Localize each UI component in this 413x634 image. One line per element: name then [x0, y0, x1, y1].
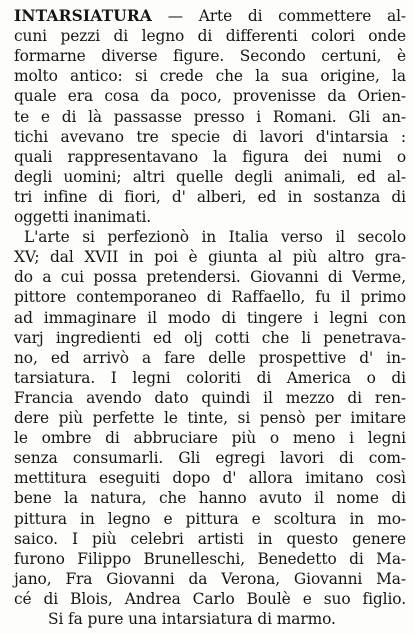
text-line: pittore contemporaneo di Raffaello, fu il primo [14, 288, 406, 307]
text-line: L'arte si perfezionò in Italia verso il secolo [24, 228, 406, 247]
text-line: tichi avevano tre specie di lavori d'intarsia : [14, 127, 406, 146]
text-line: pittura in legno e pittura e scoltura in mo- [14, 509, 406, 528]
text-line: XV; dal XVII in poi è giunta al più altro gra- [14, 248, 406, 267]
text-line: tarsiatura. I legni coloriti di America o di [14, 368, 406, 387]
text-line: te e di là passasse presso i Romani. Gli an- [14, 107, 406, 126]
entry-headword: INTARSIATURA [14, 7, 153, 25]
text-line: jano, Fra Giovanni da Verona, Giovanni Ma- [14, 569, 406, 588]
text-line: mettitura eseguiti dopo d' allora imitano così [14, 469, 406, 488]
text-line: Francia avendo dato quindi il mezzo di ren- [14, 388, 406, 407]
text-line: tri infine di fiori, d' alberi, ed in sostanza di [14, 187, 406, 206]
text-line: oggetti inanimati. [14, 208, 152, 226]
text-line: quale era cosa da poco, provenisse da Orien- [14, 87, 406, 106]
text-line: Si fa pure una intarsiatura di marmo. [48, 610, 336, 628]
text-line: saico. I più celebri artisti in questo genere [14, 529, 406, 548]
text-line: ad immaginare il modo di tingere i legni con [14, 308, 406, 327]
text-line: furono Filippo Brunelleschi, Benedetto di Ma- [14, 549, 406, 568]
text-line: dere più perfette le tinte, si pensò per imitare [14, 409, 406, 427]
text-line: senza consumarli. Gli egregi lavori di com- [14, 449, 406, 468]
text-line: bene la natura, che hanno avuto il nome di [14, 489, 406, 508]
text-line: formarne diverse figure. Secondo certuni, è [14, 47, 406, 66]
text-line: varj ingredienti ed olj cotti che li penetrava- [14, 328, 406, 347]
text-line: do a cui possa pretendersi. Giovanni di Verme, [14, 268, 406, 287]
text-line: molto antico: si crede che la sua origine, la [14, 67, 406, 86]
text-line: degli uomini; altri quelle degli animali, ed al- [14, 167, 406, 186]
line-text: — Arte di commettere al- [152, 7, 406, 25]
text-line: le ombre di abbruciare più o meno i legni [14, 429, 406, 448]
text-line: no, ed arrivò a fare delle prospettive d' in- [14, 348, 406, 367]
text-line: cé di Blois, Andrea Carlo Boulè e suo figlio. [14, 589, 406, 608]
text-line: quali rappresentavano la figura dei numi o [14, 147, 406, 166]
text-line: cuni pezzi di legno di differenti colori onde [14, 27, 406, 46]
